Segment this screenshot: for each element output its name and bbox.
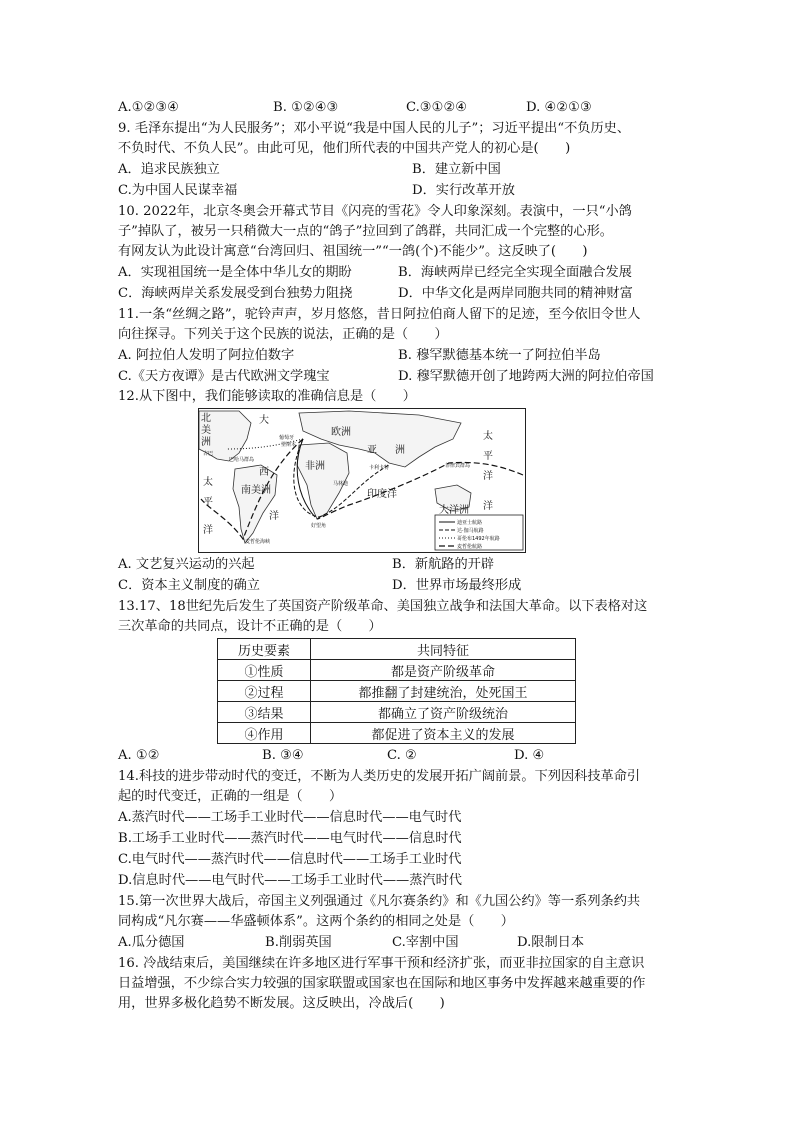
q13-stem-line-1: 13.17、18世纪先后发生了英国资产阶级革命、美国独立战争和法国大革命。以下表格对这 bbox=[118, 599, 648, 614]
q8-option-d[interactable]: D. ④②①③ bbox=[526, 100, 592, 115]
q15-option-a[interactable]: A.瓜分德国 bbox=[118, 935, 185, 950]
q14-option-a[interactable]: A.蒸汽时代——工场手工业时代——信息时代——电气时代 bbox=[118, 810, 462, 825]
table-cell-feature: 都推翻了封建统治，处死国王 bbox=[311, 681, 576, 702]
map-label-bei: 北 bbox=[201, 413, 211, 424]
q10-stem-line-1: 10. 2022年，北京冬奥会开幕式节目《闪亮的雪花》令人印象深刻。表演中，一只“小鸽 bbox=[118, 204, 632, 219]
q15-stem-line-1: 15.第一次世界大战后，帝国主义列强通过《凡尔赛条约》和《九国公约》等一系列条约共 bbox=[118, 894, 641, 909]
map-label-oceania: 大洋洲 bbox=[439, 505, 469, 516]
q15-option-d[interactable]: D.限制日本 bbox=[517, 935, 585, 950]
q13-stem-line-2: 三次革命的共同点，设计不正确的是（ ） bbox=[118, 619, 382, 634]
legend-label-dias: 迪亚士航路 bbox=[457, 520, 483, 526]
table-header-element: 历史要素 bbox=[218, 639, 311, 660]
q12-stem: 12.从下图中，我们能够读取的准确信息是（ ） bbox=[118, 389, 416, 404]
map-label-ping-west: 平 bbox=[203, 497, 213, 508]
map-place-portugal: 葡萄牙 bbox=[279, 435, 295, 441]
q11-option-a[interactable]: A. 阿拉伯人发明了阿拉伯数字 bbox=[118, 348, 295, 363]
map-label-yang-west: 洋 bbox=[203, 525, 213, 536]
q13-table bbox=[217, 638, 576, 744]
table-header-row bbox=[218, 639, 576, 660]
legend-label-gama: 达·伽马航路 bbox=[457, 528, 484, 534]
table-cell-element: ④作用 bbox=[218, 723, 311, 744]
map-place-cuba: 古巴 bbox=[203, 451, 214, 457]
q11-stem-line-1: 11.一条“丝绸之路”，驼铃声声，岁月悠悠，昔日阿拉伯商人留下的足迹，至今依旧令世人 bbox=[118, 307, 641, 322]
table-row bbox=[218, 681, 576, 702]
map-label-mei: 美 bbox=[201, 425, 211, 436]
map-place-malindi: 马林迪 bbox=[333, 481, 349, 487]
q11-stem-line-2: 向往探寻。下列关于这个民族的说法，正确的是（ ） bbox=[118, 327, 448, 342]
map-place-philippines: 菲律宾群岛 bbox=[445, 463, 471, 469]
map-place-bahamas: 巴哈马群岛 bbox=[229, 457, 255, 463]
map-label-tai-east: 太 bbox=[483, 431, 493, 442]
map-label-ping-east: 平 bbox=[483, 451, 493, 462]
table-header-feature: 共同特征 bbox=[311, 639, 576, 660]
q13-option-b[interactable]: B. ③④ bbox=[262, 748, 304, 763]
map-place-calicut: 卡利卡特 bbox=[369, 465, 390, 471]
map-label-da: 大 bbox=[259, 415, 269, 426]
q16-stem-line-2: 日益增强，不少综合实力较强的国家联盟或国家也在国际和地区事务中发挥越来越重要的作 bbox=[118, 976, 646, 991]
legend-label-columbus: 哥伦布1492年航路 bbox=[457, 536, 500, 542]
map-label-xi: 西 bbox=[259, 467, 269, 478]
map-label-europe: 欧洲 bbox=[331, 427, 351, 438]
q13-option-d[interactable]: D. ④ bbox=[514, 748, 545, 763]
q14-option-c[interactable]: C.电气时代——蒸汽时代——信息时代——工场手工业时代 bbox=[118, 852, 462, 867]
table-cell-element: ②过程 bbox=[218, 681, 311, 702]
q12-option-a[interactable]: A. 文艺复兴运动的兴起 bbox=[118, 557, 255, 572]
q9-option-c[interactable]: C.为中国人民谋幸福 bbox=[118, 183, 238, 198]
q11-option-d[interactable]: D. 穆罕默德开创了地跨两大洲的阿拉伯帝国 bbox=[398, 369, 654, 384]
q11-option-b[interactable]: B. 穆罕默德基本统一了阿拉伯半岛 bbox=[398, 348, 601, 363]
q15-option-b[interactable]: B.削弱英国 bbox=[265, 935, 332, 950]
q9-stem-line-1: 9. 毛泽东提出“为人民服务”；邓小平说“我是中国人民的儿子”；习近平提出“不负历史、 bbox=[118, 121, 631, 136]
q10-stem-line-3: 有网友认为此设计寓意“台湾回归、祖国统一”“一鸽(个)不能少”。这反映了( ) bbox=[118, 244, 588, 259]
q8-option-b[interactable]: B. ①②④③ bbox=[273, 100, 339, 115]
q13-option-a[interactable]: A. ①② bbox=[118, 748, 160, 763]
map-label-tai-west: 太 bbox=[203, 477, 213, 488]
q12-option-d[interactable]: D．世界市场最终形成 bbox=[392, 578, 522, 593]
q16-stem-line-1: 16. 冷战结束后，美国继续在许多地区进行军事干预和经济扩张，而亚非拉国家的自主意识 bbox=[118, 956, 645, 971]
q14-stem-line-1: 14.科技的进步带动时代的变迁，不断为人类历史的发展开拓广阔前景。下列因科技革命引 bbox=[118, 769, 641, 784]
map-place-cape-of-good-hope: 好望角 bbox=[311, 523, 327, 529]
q9-option-d[interactable]: D．实行改革开放 bbox=[412, 183, 515, 198]
q9-option-a[interactable]: A．追求民族独立 bbox=[118, 162, 220, 177]
map-label-africa: 非洲 bbox=[305, 461, 325, 472]
q10-option-d[interactable]: D．中华文化是两岸同胞共同的精神财富 bbox=[398, 286, 633, 301]
map-place-strait-of-magellan: 麦哲伦海峡 bbox=[245, 539, 271, 545]
q10-option-a[interactable]: A．实现祖国统一是全体中华儿女的期盼 bbox=[118, 265, 352, 280]
q9-stem-line-2: 不负时代、不负人民”。由此可见，他们所代表的中国共产党人的初心是( ) bbox=[118, 141, 571, 156]
map-svg bbox=[199, 409, 525, 552]
legend-label-magellan: 麦哲伦航路 bbox=[457, 544, 483, 550]
q16-stem-line-3: 用，世界多极化趋势不断发展。这反映出，冷战后( ) bbox=[118, 996, 445, 1011]
map-label-zhou: 洲 bbox=[201, 437, 211, 448]
map-label-atlantic-yang: 洋 bbox=[269, 511, 279, 522]
table-cell-feature: 都是资产阶级革命 bbox=[311, 660, 576, 681]
q12-option-b[interactable]: B．新航路的开辟 bbox=[392, 557, 495, 572]
q14-stem-line-2: 起的时代变迁，正确的一组是（ ） bbox=[118, 789, 343, 804]
table-cell-element: ①性质 bbox=[218, 660, 311, 681]
q8-option-c[interactable]: C.③①②④ bbox=[406, 100, 468, 115]
table-cell-feature: 都确立了资产阶级统治 bbox=[311, 702, 576, 723]
south-america-shape bbox=[233, 465, 277, 543]
q14-option-b[interactable]: B.工场手工业时代——蒸汽时代——电气时代——信息时代 bbox=[118, 831, 462, 846]
q12-option-c[interactable]: C．资本主义制度的确立 bbox=[118, 578, 260, 593]
table-row bbox=[218, 660, 576, 681]
map-label-indian-ocean: 印度洋 bbox=[367, 489, 397, 500]
q11-option-c[interactable]: C.《天方夜谭》是古代欧洲文学瑰宝 bbox=[118, 369, 330, 384]
map-label-ya: 亚 bbox=[367, 445, 377, 456]
table-cell-feature: 都促进了资本主义的发展 bbox=[311, 723, 576, 744]
table-row bbox=[218, 702, 576, 723]
map-label-yang-east: 洋 bbox=[483, 471, 493, 482]
map-label-yang-east-2: 洋 bbox=[483, 501, 493, 512]
map-place-lisbon: 里斯本 bbox=[281, 442, 297, 448]
table-row bbox=[218, 723, 576, 744]
q10-option-c[interactable]: C．海峡两岸关系发展受到台独势力阻挠 bbox=[118, 286, 353, 301]
map-label-south-america: 南美洲 bbox=[241, 485, 271, 496]
table-cell-element: ③结果 bbox=[218, 702, 311, 723]
q15-stem-line-2: 同构成“凡尔赛——华盛顿体系”。这两个条约的相同之处是（ ） bbox=[118, 914, 514, 929]
q10-stem-line-2: 子”掉队了，被另一只稍微大一点的“鸽子”拉回到了鸽群，共同汇成一个完整的心形。 bbox=[118, 224, 613, 239]
q9-option-b[interactable]: B．建立新中国 bbox=[412, 162, 501, 177]
q8-option-a[interactable]: A.①②③④ bbox=[118, 100, 180, 115]
q14-option-d[interactable]: D.信息时代——电气时代——工场手工业时代——蒸汽时代 bbox=[118, 873, 462, 888]
q10-option-b[interactable]: B．海峡两岸已经完全实现全面融合发展 bbox=[398, 265, 632, 280]
q15-option-c[interactable]: C.宰割中国 bbox=[392, 935, 459, 950]
q13-option-c[interactable]: C. ② bbox=[387, 748, 417, 763]
map-label-asia-zhou: 洲 bbox=[395, 445, 405, 456]
new-sea-routes-map bbox=[198, 408, 526, 553]
